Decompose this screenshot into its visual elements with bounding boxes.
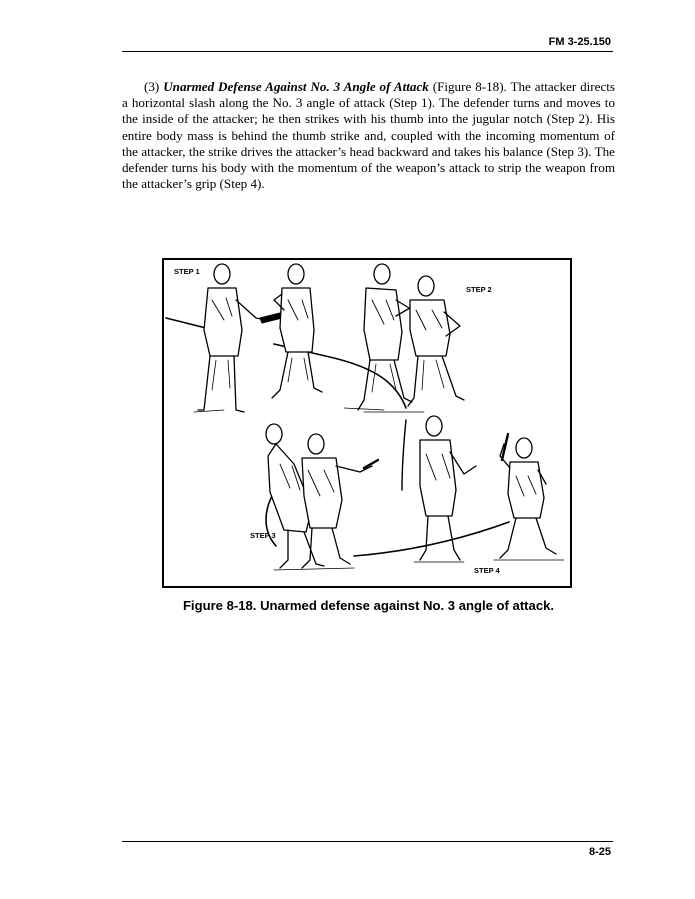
running-header-doc-id: FM 3-25.150 [548,36,611,48]
step-label-1: STEP 1 [174,267,200,276]
step-label-4: STEP 4 [474,566,500,575]
body-paragraph [122,79,615,192]
step-label-3: STEP 3 [250,531,276,540]
figure-step3-defender [302,434,372,568]
step-label-2: STEP 2 [466,285,492,294]
figure-step1-defender [272,264,322,398]
figure-illustration [162,258,572,588]
figure-step1-attacker [198,264,266,412]
paragraph-text: (Figure 8-18). The attacker directs a horizontal slash along the No. 3 angle of attack (Step 1). The defender turns and moves to the inside of the attacker; he then strikes with his thumb into the jugular notch (Step 2). His entire body mass is behind the thumb strike and, coupled with the incoming momentum of the attacker, the strike drives the attacker’s head backward and takes his balance (Step 3). The defender turns his body with the momentum of the weapon’s attack to strip the weapon from the attacker’s grip (Step 4). [122,79,616,192]
combat-illustration [164,260,570,586]
paragraph-number: (3) [144,79,160,94]
page-number: 8-25 [588,846,611,858]
figure-step4-defender [500,438,556,558]
paragraph-title: Unarmed Defense Against No. 3 Angle of Attack [163,79,429,94]
figure-caption: Figure 8-18. Unarmed defense against No. 3 angle of attack. [182,598,555,613]
figure-step2-defender [396,276,464,406]
header-rule [122,51,613,52]
attack-path-line [402,420,406,490]
figure-step4-attacker [420,416,476,560]
footer-rule [122,841,613,842]
